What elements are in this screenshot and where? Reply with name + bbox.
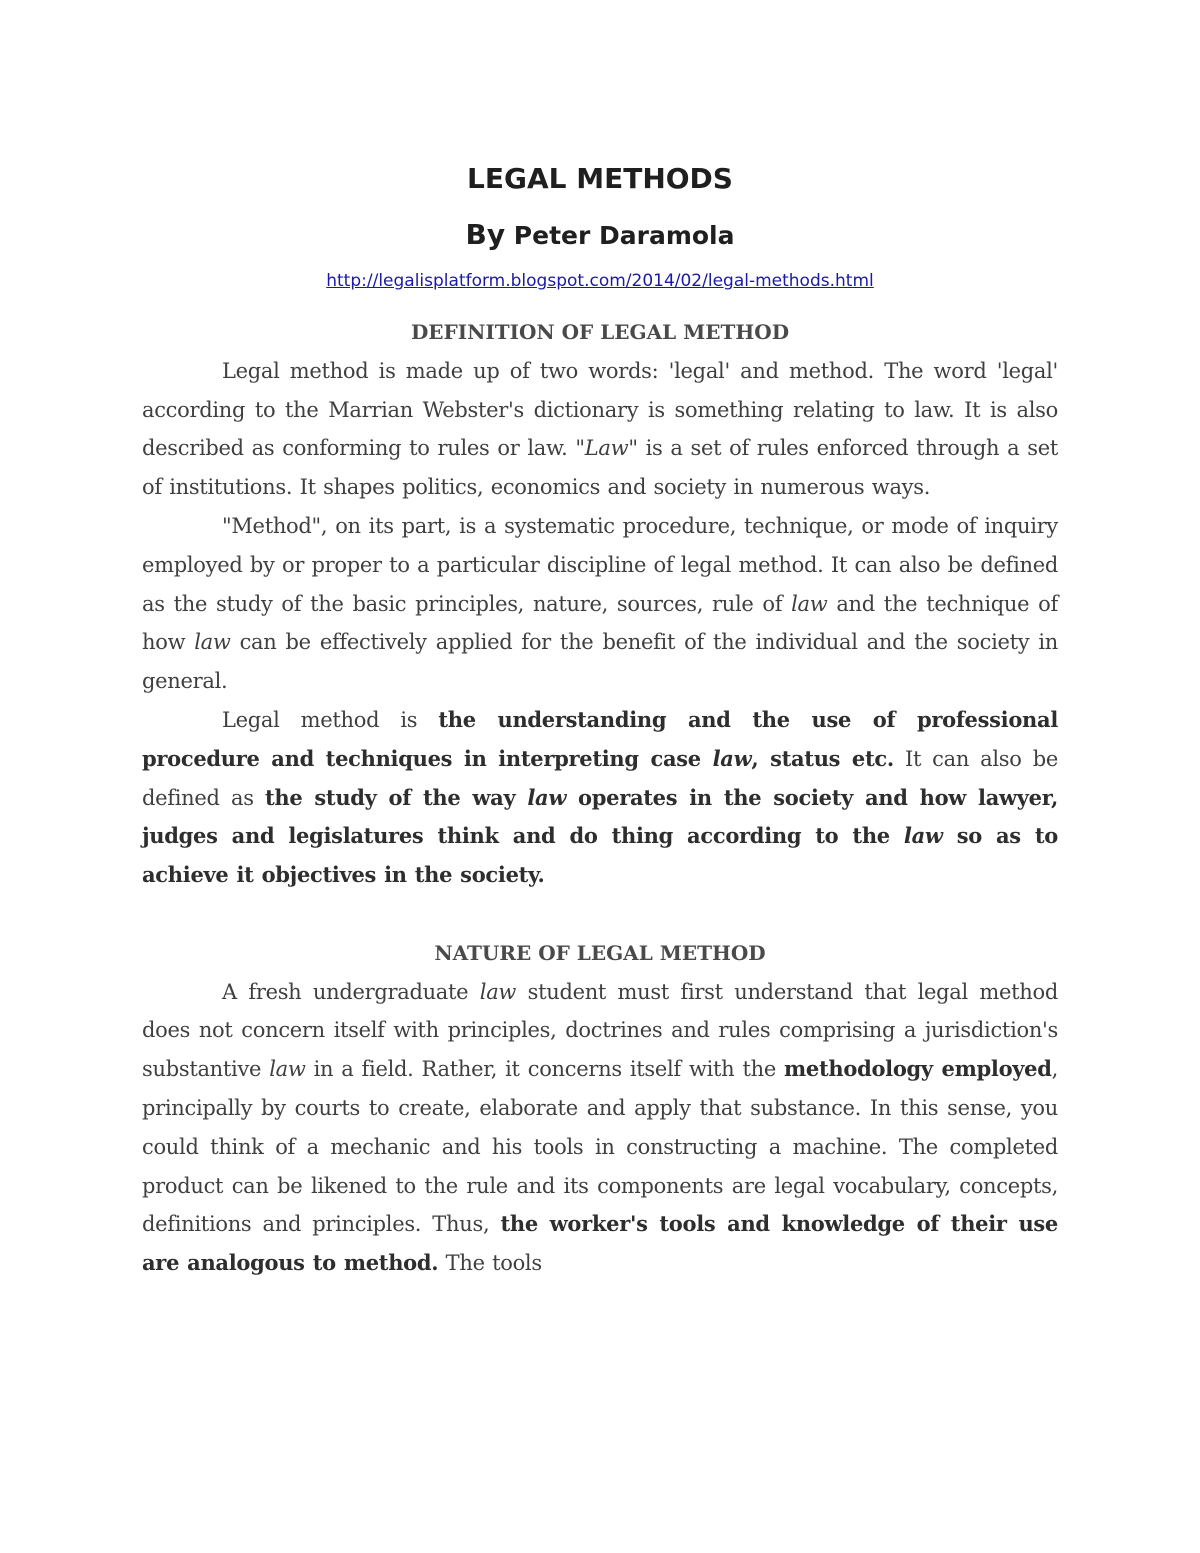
text-run: " is a set of rules enforced through a set of institutions. It shapes politics, economics and society in numerous ways. (142, 436, 1058, 500)
definition-paragraph-3 (142, 701, 1058, 895)
text-run: can be effectively applied for the benefit of the individual and the society in general. (142, 630, 1058, 694)
text-run: in a field. Rather, it concerns itself with the (305, 1057, 785, 1082)
section-heading-nature: NATURE OF LEGAL METHOD (434, 940, 766, 965)
definition-paragraph-1 (142, 352, 1058, 507)
italic-law: law (269, 1057, 306, 1082)
text-run: It can also be defined as (142, 746, 1058, 810)
text-run: A fresh undergraduate (222, 979, 480, 1004)
italic-law: Law (584, 436, 629, 461)
text-run: Legal method is made up of two words: 'legal' and method. The word 'legal' according to the Marrian Webster's dictionary is something relating to law. It is also described as conforming to rules or law. " (142, 358, 1058, 461)
definition-paragraph-2 (142, 507, 1058, 701)
section-heading-definition: DEFINITION OF LEGAL METHOD (410, 320, 790, 344)
text-run: , principally by courts to create, elaborate and apply that substance. In this sense, you could think of a mechanic and his tools in constructing a machine. The completed product can be likened to the rule and its components are legal vocabulary, concepts, definitions and principles. Thus, (142, 1057, 1059, 1237)
source-url-line (142, 269, 1058, 293)
bold-text: operates in the society and how lawyer, judges and legislatures think and do thing according to the (142, 784, 1058, 849)
bold-text: , status etc. (751, 745, 894, 771)
italic-law: law (791, 591, 828, 616)
document-page (142, 150, 1058, 1283)
nature-paragraph-1 (142, 973, 1058, 1283)
author-name: Peter Daramola (513, 221, 735, 250)
author-prefix: By (465, 218, 506, 251)
bold-text: so as to achieve it objectives in the society. (142, 823, 1058, 888)
bold-run (142, 785, 1058, 888)
italic-law: law (712, 745, 752, 771)
text-run: "Method", on its part, is a systematic procedure, technique, or mode of inquiry employed by or proper to a particular discipline of legal method. It can also be defined as the study of the basic principles, nature, sources, rule of (142, 513, 1058, 616)
bold-text: the worker's tools and knowledge of their use are analogous to method. (142, 1211, 1058, 1276)
italic-law: law (903, 823, 943, 849)
italic-law: law (479, 979, 517, 1004)
bold-text: the study of the way (265, 784, 528, 810)
italic-law: law (194, 630, 231, 655)
document-title: LEGAL METHODS (467, 162, 733, 195)
text-run: and the technique of how (142, 591, 1058, 655)
source-url-link[interactable]: http://legalisplatform.blogspot.com/2014/02/legal-methods.html (326, 271, 874, 291)
text-run: The tools (438, 1251, 542, 1276)
text-run: student must first understand that legal method does not concern itself with principles, doctrines and rules comprising a jurisdiction's substantive (142, 979, 1058, 1082)
bold-text: the understanding and the use of professional procedure and techniques in interpreting case (142, 706, 1058, 771)
bold-text: methodology employed (784, 1056, 1052, 1082)
author-line (142, 218, 1058, 253)
italic-law: law (527, 784, 567, 810)
text-run: Legal method is (222, 707, 439, 732)
